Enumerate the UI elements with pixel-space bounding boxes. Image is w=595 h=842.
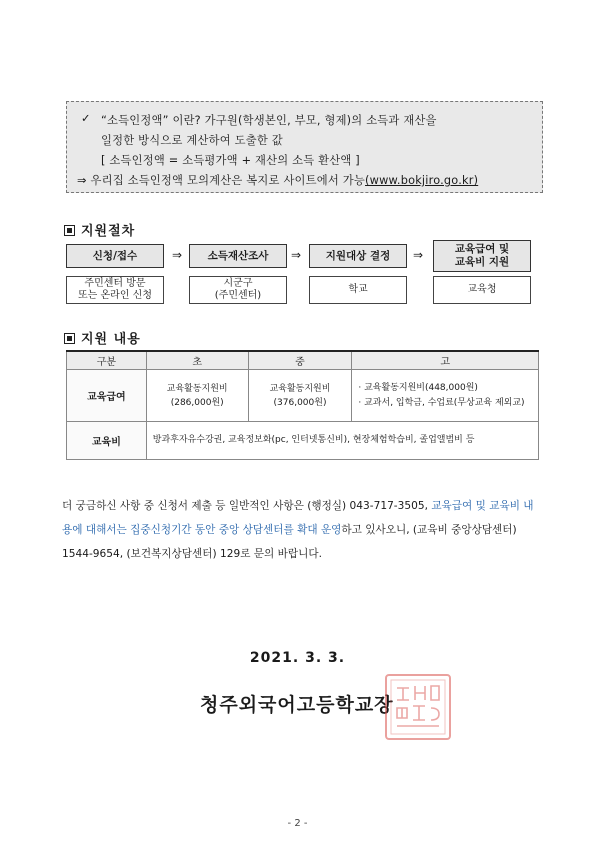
school-principal: 청주외국어고등학교장	[200, 694, 394, 716]
step-3-label: 지원대상 결정	[325, 249, 391, 262]
contact-paragraph	[62, 494, 542, 566]
step-2-who-label: 시군구 (주민센터)	[214, 278, 262, 301]
step-3-box	[309, 244, 407, 268]
procedure-heading	[64, 220, 135, 239]
info-line-2: 일정한 방식으로 계산하여 도출한 값	[101, 134, 283, 147]
header-middle: 중	[248, 351, 352, 370]
step-3-who-label: 학교	[348, 284, 368, 295]
info-line-3: [ 소득인정액 = 소득평가액 + 재산의 소득 환산액 ]	[101, 154, 360, 167]
step-1-label: 신청/접수	[92, 249, 138, 262]
step-3-who	[309, 276, 407, 304]
header-elementary: 초	[146, 351, 248, 370]
header-high: 고	[352, 351, 539, 370]
support-heading	[64, 328, 141, 347]
step-2-who	[189, 276, 287, 304]
info-line-4-text: 우리집 소득인정액 모의계산은 복지로 사이트에서 가능	[90, 174, 366, 187]
check-mark-icon: ✓	[81, 112, 91, 125]
cell-high-line-2: · 교과서, 입학금, 수업료(무상교육 제외교)	[358, 397, 525, 408]
info-line-1: “소득인정액” 이란? 가구원(학생본인, 부모, 형제)의 소득과 재산을	[101, 114, 437, 127]
step-4-who	[433, 276, 531, 304]
support-title: 지원 내용	[81, 332, 141, 347]
table-row	[67, 370, 539, 422]
bokjiro-link[interactable]: (www.bokjiro.go.kr)	[365, 174, 479, 187]
step-4-box	[433, 240, 531, 272]
paragraph-part-3: 하고 있사오니, (교육비 중앙상담센터) 1544-9654, (보건복지상담센터) 129로 문의 바랍니다.	[62, 524, 517, 560]
step-1-who-label: 주민센터 방문 또는 온라인 신청	[78, 278, 152, 301]
cell-high-line-1: · 교육활동지원비(448,000원)	[358, 382, 478, 393]
step-1-box	[66, 244, 164, 268]
table-row	[67, 422, 539, 460]
square-bullet-icon	[64, 225, 75, 236]
step-arrow-icon: ⇒	[291, 248, 302, 262]
cell-elementary: 교육활동지원비 (286,000원)	[146, 370, 248, 422]
info-box	[66, 101, 543, 193]
row-name: 교육비	[67, 422, 147, 460]
cell-high	[352, 370, 539, 422]
step-4-who-label: 교육청	[467, 284, 497, 295]
info-line-4	[77, 172, 478, 188]
step-2-box	[189, 244, 287, 268]
document-date: 2021. 3. 3.	[249, 650, 346, 666]
cell-education-cost: 방과후자유수강권, 교육정보화(pc, 인터넷통신비), 현장체험학습비, 졸업앨범비 등	[146, 422, 538, 460]
step-2-label: 소득재산조사	[207, 249, 269, 262]
procedure-title: 지원절차	[81, 224, 136, 239]
step-arrow-icon: ⇒	[413, 248, 424, 262]
paragraph-part-1: 더 궁금하신 사항 중 신청서 제출 등 일반적인 사항은 (행정실) 043-717-3505,	[62, 500, 432, 512]
cell-middle: 교육활동지원비 (376,000원)	[248, 370, 352, 422]
step-4-label: 교육급여 및 교육비 지원	[454, 243, 510, 268]
header-category: 구분	[67, 351, 147, 370]
official-seal-icon	[383, 672, 453, 742]
arrow-icon: ⇒	[77, 174, 87, 187]
step-1-who	[66, 276, 164, 304]
support-table	[66, 350, 539, 460]
step-arrow-icon: ⇒	[172, 248, 183, 262]
paragraph-highlight: 교육급여 및 교육비 내용에 대해서는 집중신청기간 동안 중앙 상담센터를 확대 운영	[62, 500, 534, 536]
table-header-row	[67, 351, 539, 370]
page-number: - 2 -	[287, 818, 308, 829]
row-name: 교육급여	[67, 370, 147, 422]
square-bullet-icon	[64, 333, 75, 344]
